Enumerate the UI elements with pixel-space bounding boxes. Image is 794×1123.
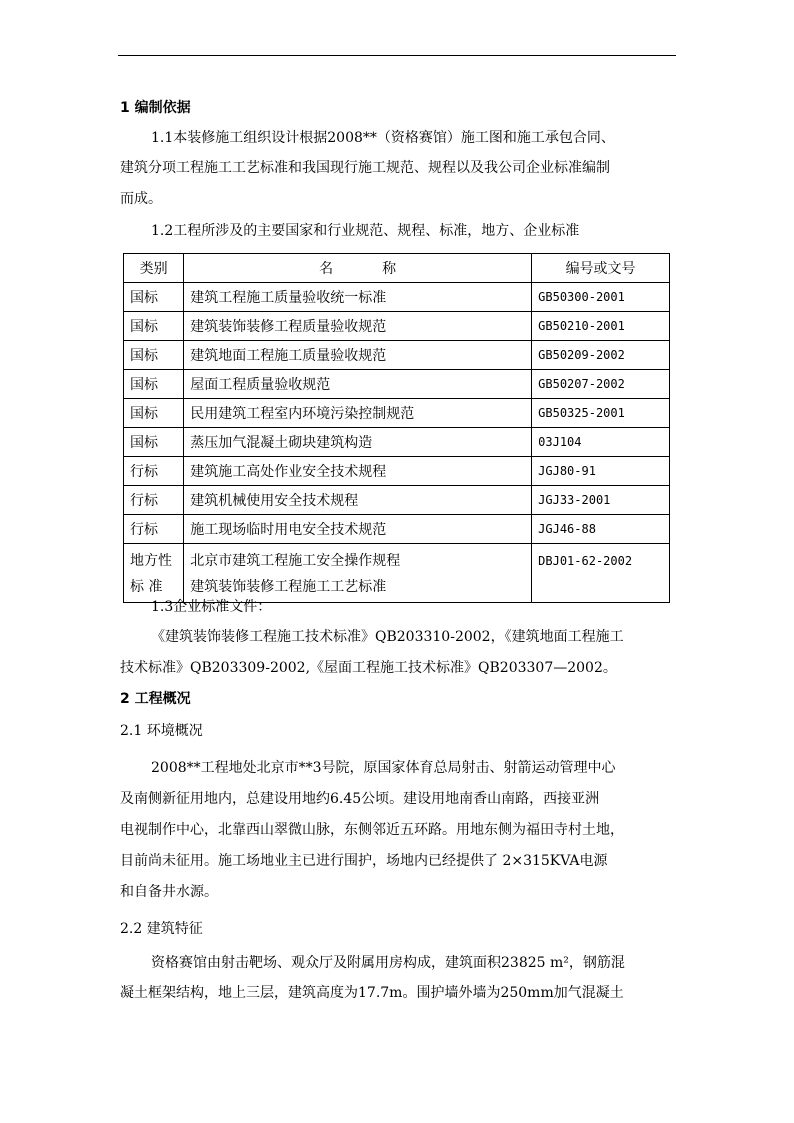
cell-code: GB50209-2002 (532, 341, 670, 370)
section-heading-1: 1 编制依据 (120, 100, 191, 116)
paragraph-line: 《建筑装饰装修工程施工技术标准》QB203310-2002，《建筑地面工程施工 (151, 629, 624, 645)
cell-type-line: 地方性 (130, 553, 172, 569)
cell-type (124, 544, 184, 603)
cell-type: 国标 (124, 283, 184, 312)
table-row (124, 515, 670, 544)
cell-code: GB50207-2002 (532, 370, 670, 399)
table-row (124, 283, 670, 312)
table-row (124, 370, 670, 399)
cell-name: 施工现场临时用电安全技术规范 (184, 515, 532, 544)
table-row (124, 399, 670, 428)
column-header-name: 名称 (184, 254, 532, 283)
cell-type: 国标 (124, 399, 184, 428)
paragraph-line: 建筑分项工程施工工艺标准和我国现行施工规范、规程以及我公司企业标准编制 (120, 160, 610, 176)
cell-type: 国标 (124, 370, 184, 399)
cell-name: 屋面工程质量验收规范 (184, 370, 532, 399)
cell-type: 国标 (124, 312, 184, 341)
column-header-code: 编号或文号 (532, 254, 670, 283)
cell-code: 03J104 (532, 428, 670, 457)
cell-type: 行标 (124, 457, 184, 486)
cell-name-line: 北京市建筑工程施工安全操作规程 (190, 553, 401, 569)
table-row (124, 486, 670, 515)
cell-code-line: DBJ01-62-2002 (538, 554, 633, 568)
cell-name: 建筑施工高处作业安全技术规程 (184, 457, 532, 486)
column-header-type: 类别 (124, 254, 184, 283)
cell-name (184, 544, 532, 603)
subsection-heading: 2.2 建筑特征 (120, 921, 203, 937)
cell-type-line: 标 准 (130, 579, 163, 595)
paragraph-line: 1.2工程所涉及的主要国家和行业规范、规程、标准，地方、企业标准 (151, 223, 580, 239)
cell-type: 行标 (124, 515, 184, 544)
cell-code: JGJ80-91 (532, 457, 670, 486)
paragraph-line: 凝土框架结构，地上三层，建筑高度为17.7m。围护墙外墙为250mm加气混凝土 (120, 985, 624, 1001)
cell-code: GB50300-2001 (532, 283, 670, 312)
cell-name: 民用建筑工程室内环境污染控制规范 (184, 399, 532, 428)
cell-code: JGJ46-88 (532, 515, 670, 544)
table-header-row (124, 254, 670, 283)
table-row (124, 312, 670, 341)
cell-name: 建筑工程施工质量验收统一标准 (184, 283, 532, 312)
paragraph-line: 电视制作中心，北靠西山翠微山脉，东侧邻近五环路。用地东侧为福田寺村土地， (120, 822, 624, 838)
paragraph-line: 而成。 (120, 191, 162, 207)
cell-code: GB50325-2001 (532, 399, 670, 428)
paragraph-line: 资格赛馆由射击靶场、观众厅及附属用房构成，建筑面积23825 m²，钢筋混 (151, 955, 625, 971)
table-row (124, 341, 670, 370)
cell-name: 建筑地面工程施工质量验收规范 (184, 341, 532, 370)
cell-type: 国标 (124, 428, 184, 457)
cell-name-line: 建筑装饰装修工程施工工艺标准 (190, 579, 387, 595)
cell-name: 建筑装饰装修工程质量验收规范 (184, 312, 532, 341)
paragraph-line: 2008**工程地处北京市**3号院，原国家体育总局射击、射箭运动管理中心 (151, 760, 616, 776)
table-row (124, 457, 670, 486)
paragraph-line: 1.1本装修施工组织设计根据2008**（资格赛馆）施工图和施工承包合同、 (151, 130, 615, 146)
paragraph-line: 技术标准》QB203309-2002,《屋面工程施工技术标准》QB203307—2002。 (120, 660, 617, 676)
cell-name: 建筑机械使用安全技术规程 (184, 486, 532, 515)
table-row (124, 544, 670, 603)
cell-code: JGJ33-2001 (532, 486, 670, 515)
subsection-heading: 2.1 环境概况 (120, 723, 203, 739)
cell-type: 行标 (124, 486, 184, 515)
cell-code (532, 544, 670, 603)
section-heading-2: 2 工程概况 (120, 691, 191, 707)
header-rule (118, 55, 676, 56)
cell-code: GB50210-2001 (532, 312, 670, 341)
paragraph-line: 目前尚未征用。施工场地业主已进行围护，场地内已经提供了 2×315KVA电源 (120, 853, 608, 869)
table-row (124, 428, 670, 457)
paragraph-line: 和自备井水源。 (120, 884, 218, 900)
cell-name: 蒸压加气混凝土砌块建筑构造 (184, 428, 532, 457)
paragraph-line: 及南侧新征用地内，总建设用地约6.45公顷。建设用地南香山南路，西接亚洲 (120, 791, 600, 807)
paragraph-line: 1.3企业标准文件： (151, 599, 272, 615)
cell-type: 国标 (124, 341, 184, 370)
standards-table (123, 253, 670, 603)
